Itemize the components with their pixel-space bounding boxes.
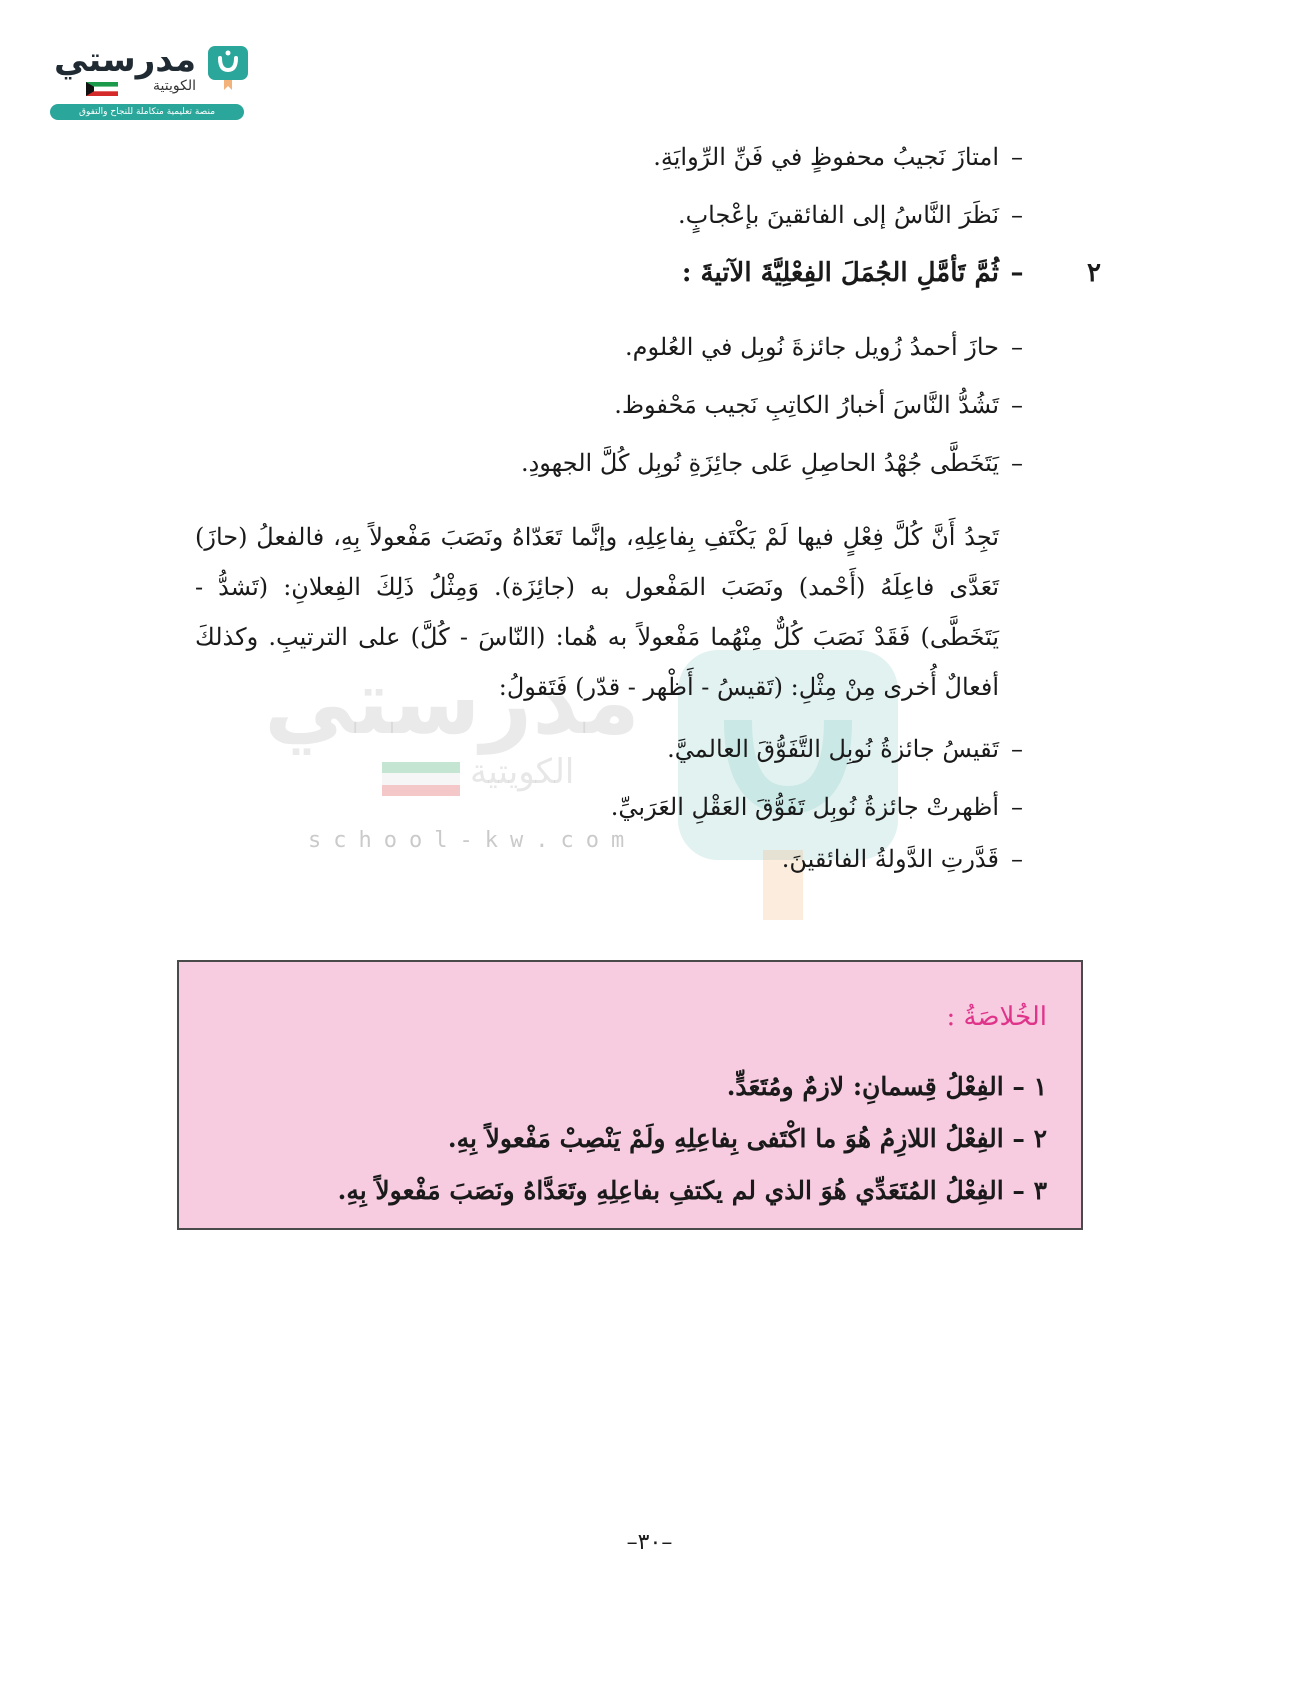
example-text: أظهرتْ جائزةُ نُوبِل تَفَوُّقَ العَقْلِ العَرَبيِّ. bbox=[610, 793, 999, 821]
example-text: قَدَّرتِ الدَّولةُ الفائقينَ. bbox=[781, 845, 999, 873]
explanation-paragraph: تَجِدُ أَنَّ كُلَّ فِعْلٍ فيها لَمْ يَكْتَفِ بِفاعِلِهِ، وإنَّما تَعَدّاهُ ونَصَبَ مَفْعولاً بِهِ، فالفعلُ (حازَ) تَعَدَّى فاعِلَهُ (أَحْمد) ونَصَبَ المَفْعول به (جائِزَة). وَمِثْلُ ذَلِكَ الفِعلانِ: (تَشدُّ - يَتَخَطَّى) فَقَدْ نَصَبَ كُلٌّ مِنْهُما مَفْعولاً به هُما: (النّاسَ - كُلَّ) على الترتيبِ. وكذلكَ أفعالٌ أُخرى مِنْ مِثْلِ: (تَقيسُ - أَظْهر - قدّر) فَتَقولُ: bbox=[195, 523, 1000, 701]
bullet-dash: – bbox=[1011, 143, 1023, 171]
logo-country: الكويتية bbox=[153, 78, 196, 94]
section-number: ٢ bbox=[1087, 258, 1101, 288]
example-text: تَقيسُ جائزةُ نُوبِل التَّفَوُّقَ العالميَّ. bbox=[667, 735, 999, 763]
logo-tagline: منصة تعليمية متكاملة للنجاح والتفوق bbox=[50, 104, 244, 120]
summary-box bbox=[177, 960, 1083, 1230]
section-heading-text: ثُمَّ تَأمَّلِ الجُمَلَ الفِعْلِيَّةَ الآتيةَ : bbox=[681, 258, 999, 288]
section-2-heading bbox=[681, 256, 1101, 290]
summary-item-3: ٣ – الفِعْلُ المُتَعَدِّي هُوَ الذي لم يكتفِ بفاعِلِهِ وتَعَدَّاهُ ونَصَبَ مَفْعولاً بِهِ. bbox=[337, 1176, 1047, 1205]
example-a-2 bbox=[678, 198, 1035, 232]
lesson-content bbox=[180, 0, 1101, 900]
logo-name: مدرستي bbox=[54, 40, 196, 80]
example-a-1 bbox=[653, 140, 1035, 174]
example-text: حازَ أحمدُ زُويل جائزةَ نُوبِل في العُلوم. bbox=[625, 333, 999, 361]
bullet-dash: – bbox=[1011, 201, 1023, 229]
example-text: يَتَخَطَّى جُهْدُ الحاصِلِ عَلى جائِزَةِ نُوبِل كُلَّ الجهودِ. bbox=[520, 449, 999, 477]
example-c-3 bbox=[782, 842, 1035, 876]
watermark-country: الكويتية bbox=[470, 752, 575, 792]
kuwait-flag-icon bbox=[86, 82, 118, 96]
bullet-dash: – bbox=[1011, 735, 1023, 763]
bullet-dash: – bbox=[1011, 793, 1023, 821]
watermark-name: مدرستي bbox=[264, 650, 640, 755]
bullet-dash: – bbox=[1011, 845, 1023, 873]
example-c-2 bbox=[611, 790, 1035, 824]
example-c-1 bbox=[667, 732, 1035, 766]
bullet-dash: – bbox=[1010, 258, 1024, 288]
example-text: نَظَرَ النَّاسُ إلى الفائقينَ بإعْجابٍ. bbox=[677, 201, 999, 229]
bullet-dash: – bbox=[1011, 333, 1023, 361]
bullet-dash: – bbox=[1011, 391, 1023, 419]
example-b-3 bbox=[521, 446, 1035, 480]
bullet-dash: – bbox=[1011, 449, 1023, 477]
summary-item-1: ١ – الفِعْلُ قِسمانِ: لازمٌ ومُتَعَدٍّ. bbox=[726, 1072, 1047, 1101]
summary-item-2: ٢ – الفِعْلُ اللازِمُ هُوَ ما اكْتَفى بِفاعِلِهِ ولَمْ يَنْصِبْ مَفْعولاً بِهِ. bbox=[447, 1124, 1047, 1153]
example-b-1 bbox=[625, 330, 1035, 364]
page-number: –٣٠– bbox=[626, 1530, 673, 1555]
summary-title: الخُلاصَةُ : bbox=[946, 1002, 1047, 1032]
example-text: تَشُدُّ النَّاسَ أخبارُ الكاتِبِ نَجيب مَحْفوظ. bbox=[614, 391, 999, 419]
example-b-2 bbox=[614, 388, 1035, 422]
example-text: امتازَ نَجيبُ محفوظٍ في فَنِّ الرِّوايَةِ. bbox=[653, 143, 999, 171]
watermark-url: school-kw.com bbox=[308, 828, 637, 853]
